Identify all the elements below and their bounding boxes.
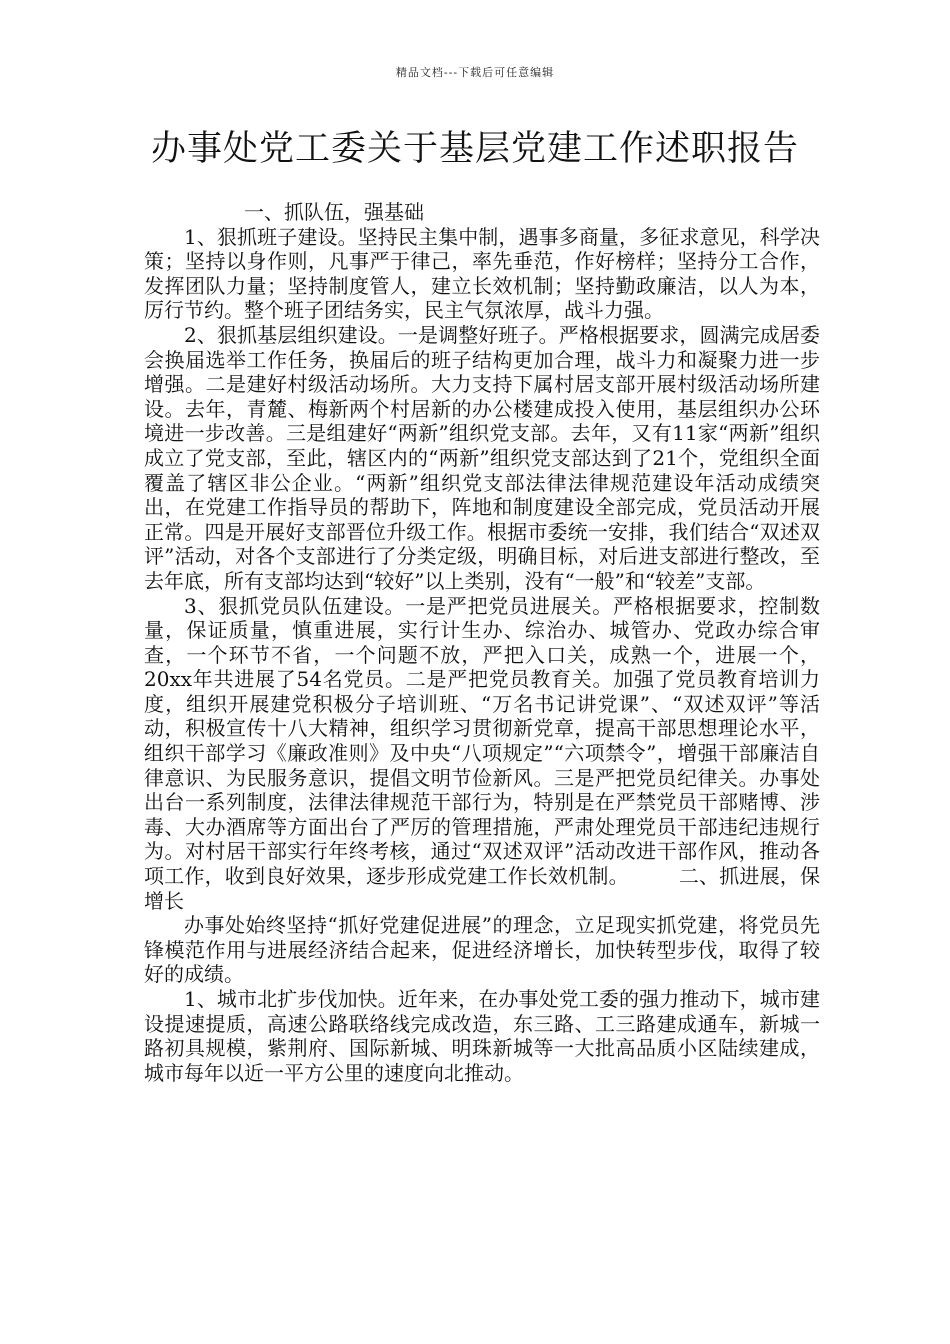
section-heading-2: 二、抓进展，保增长 <box>144 864 821 913</box>
paragraph-city-expansion: 1、城市北扩步伐加快。近年来，在办事处党工委的强力推动下，城市建设提速提质，高速公路联络线完成改造，东三路、工三路建成通车，新城一路初具规模，紫荆府、国际新城、明珠新城等一大批高品质小区陆续建成，城市每年以近一平方公里的速度向北推动。 <box>144 987 820 1085</box>
page-header-watermark: 精品文档---下载后可任意编辑 <box>395 66 555 79</box>
document-title: 办事处党工委关于基层党建工作述职报告 <box>150 129 799 169</box>
paragraph-party-members <box>144 594 820 914</box>
document-body <box>144 200 820 1085</box>
paragraph-grassroots-organization: 2、狠抓基层组织建设。一是调整好班子。严格根据要求，圆满完成居委会换届选举工作任务，换届后的班子结构更加合理，战斗力和凝聚力进一步增强。二是建好村级活动场所。大力支持下属村居支部开展村级活动场所建设。去年，青麓、梅新两个村居新的办公楼建成投入使用，基层组织办公环境进一步改善。三是组建好“两新”组织党支部。去年，又有11家“两新”组织成立了党支部，至此，辖区内的“两新”组织党支部达到了21个，党组织全面覆盖了辖区非公企业。“两新”组织党支部法律法律规范建设年活动成绩突出，在党建工作指导员的帮助下，阵地和制度建设全部完成，党员活动开展正常。四是开展好支部晋位升级工作。根据市委统一安排，我们结合“双述双评”活动，对各个支部进行了分类定级，明确目标，对后进支部进行整改，至去年底，所有支部均达到“较好”以上类别，没有“一般”和“较差”支部。 <box>144 322 820 593</box>
paragraph-development-intro: 办事处始终坚持“抓好党建促进展”的理念，立足现实抓党建，将党员先锋模范作用与进展经济结合起来，促进经济增长，加快转型步伐，取得了较好的成绩。 <box>144 913 820 987</box>
paragraph-leadership: 1、狠抓班子建设。坚持民主集中制，遇事多商量，多征求意见，科学决策；坚持以身作则，凡事严于律己，率先垂范，作好榜样；坚持分工合作，发挥团队力量；坚持制度管人，建立长效机制；坚持勤政廉洁，以人为本，厉行节约。整个班子团结务实，民主气氛浓厚，战斗力强。 <box>144 224 820 323</box>
section-heading-1: 一、抓队伍，强基础 <box>244 200 424 224</box>
paragraph-party-members-text: 3、狠抓党员队伍建设。一是严把党员进展关。严格根据要求，控制数量，保证质量，慎重进展，实行计生办、综治办、城管办、党政办综合审查，一个环节不省，一个问题不放，严把入口关，成熟一个，进展一个，20xx年共进展了54名党员。二是严把党员教育关。加强了党员教育培训力度，组织开展建党积极分子培训班、“万名书记讲党课”、“双述双评”等活动，积极宣传十八大精神，组织学习贯彻新党章，提高干部思想理论水平，组织干部学习《廉政准则》及中央“八项规定”“六项禁令”，增强干部廉洁自律意识、为民服务意识，提倡文明节俭新风。三是严把党员纪律关。办事处出台一系列制度，法律法律规范干部行为，特别是在严禁党员干部赌博、涉毒、大办酒席等方面出台了严厉的管理措施，严肃处理党员干部违纪违规行为。对村居干部实行年终考核，通过“双述双评”活动改进干部作风，推动各项工作，收到良好效果，逐步形成党建工作长效机制。 <box>144 593 820 889</box>
